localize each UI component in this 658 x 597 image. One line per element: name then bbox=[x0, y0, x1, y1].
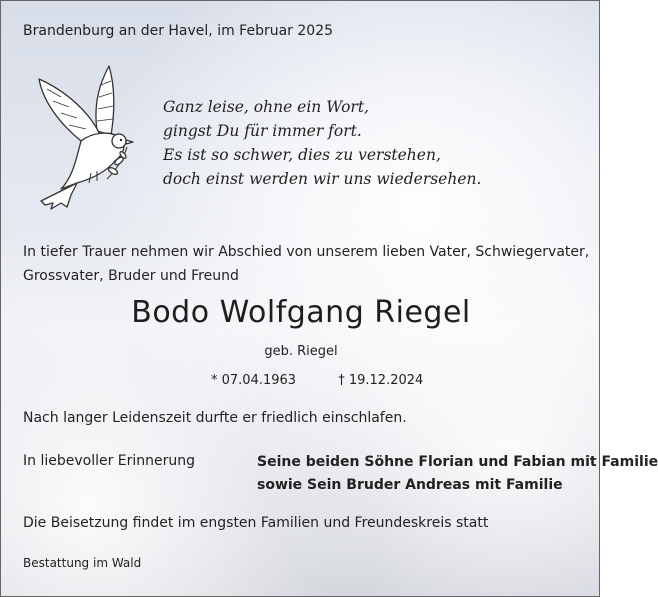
family-line: sowie Sein Bruder Andreas mit Familie bbox=[257, 477, 563, 493]
memory-label: In liebevoller Erinnerung bbox=[23, 453, 196, 469]
family-list bbox=[257, 451, 658, 497]
family-line: Seine beiden Söhne Florian und Fabian mit Familie bbox=[257, 454, 658, 470]
life-dates bbox=[211, 373, 423, 388]
birth-name: geb. Riegel bbox=[264, 344, 338, 359]
burial-text: Bestattung im Wald bbox=[23, 556, 142, 570]
funeral-text: Die Beisetzung findet im engsten Familien und Freundeskreis statt bbox=[23, 515, 489, 531]
poem-line: doch einst werden wir uns wiedersehen. bbox=[163, 170, 482, 188]
intro-line: In tiefer Trauer nehmen wir Abschied von unserem lieben Vater, Schwiegervater, bbox=[23, 244, 590, 260]
death-date: † 19.12.2024 bbox=[338, 373, 424, 388]
deceased-name: Bodo Wolfgang Riegel bbox=[131, 295, 471, 330]
intro-text bbox=[23, 240, 589, 288]
passing-text: Nach langer Leidenszeit durfte er friedlich einschlafen. bbox=[23, 410, 407, 426]
intro-line: Grossvater, Bruder und Freund bbox=[23, 268, 239, 284]
poem-line: gingst Du für immer fort. bbox=[163, 122, 362, 140]
poem bbox=[163, 95, 481, 191]
poem-line: Ganz leise, ohne ein Wort, bbox=[163, 98, 369, 116]
poem-line: Es ist so schwer, dies zu verstehen, bbox=[163, 146, 441, 164]
birth-date: * 07.04.1963 bbox=[211, 373, 297, 388]
place-date: Brandenburg an der Havel, im Februar 2025 bbox=[23, 23, 334, 39]
dove-icon bbox=[31, 61, 141, 211]
